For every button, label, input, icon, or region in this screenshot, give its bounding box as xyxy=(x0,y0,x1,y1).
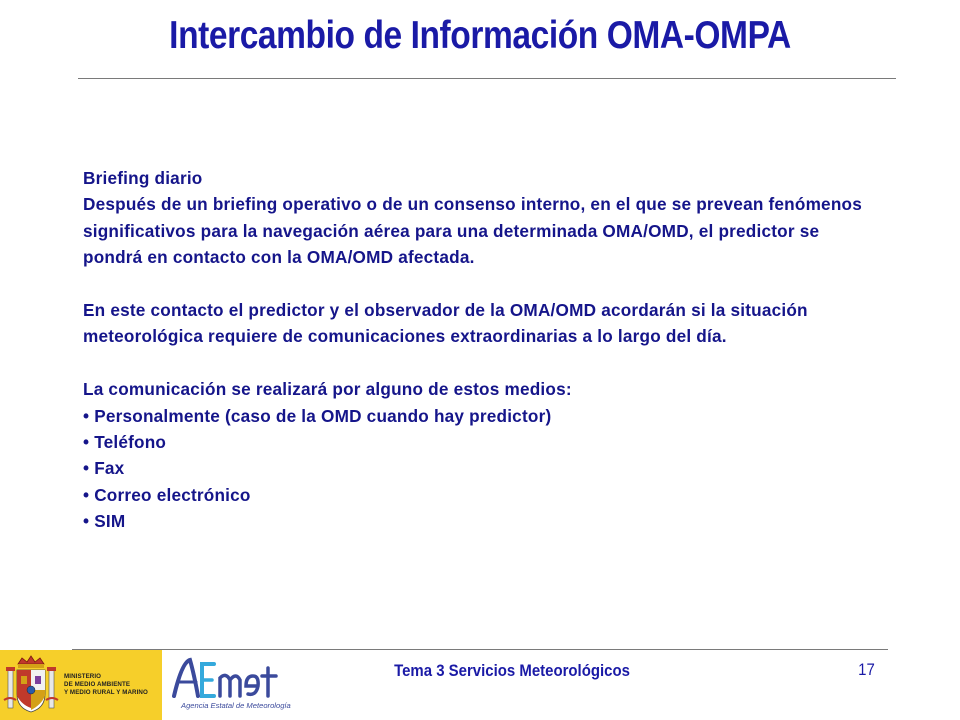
list-item: • Correo electrónico xyxy=(83,484,251,505)
title-divider xyxy=(78,78,896,79)
ministry-line: DE MEDIO AMBIENTE xyxy=(64,680,131,688)
spacer xyxy=(83,271,883,297)
slide-title: Intercambio de Información OMA-OMPA xyxy=(169,14,791,57)
list-item: • Fax xyxy=(83,458,125,479)
list-item: • Personalmente (caso de la OMD cuando hay predictor) xyxy=(83,405,552,426)
list-item: • SIM xyxy=(83,511,126,532)
ministry-line: MINISTERIO xyxy=(64,673,102,680)
body-paragraph-2: En este contacto el predictor y el observador de la OMA/OMD acordarán si la situación meteorológica requiere de comunicaciones extraordinarias a lo largo del día. xyxy=(83,300,808,347)
ministry-line: Y MEDIO RURAL Y MARINO xyxy=(64,688,148,696)
body-heading: Briefing diario xyxy=(83,168,203,188)
slide-body xyxy=(83,165,883,535)
footer-course: Tema 3 Servicios Meteorológicos xyxy=(394,661,630,680)
footer-divider xyxy=(72,649,888,650)
spacer xyxy=(83,350,883,376)
coat-of-arms-icon xyxy=(0,650,62,720)
body-paragraph-1: Después de un briefing operativo o de un consenso interno, en el que se prevean fenómenos significativos para la navegación aérea para una determinada OMA/OMD, el predictor se pondrá en contacto con la OMA/OMD afectada. xyxy=(83,194,862,268)
list-intro: La comunicación se realizará por alguno de estos medios: xyxy=(83,379,572,400)
aemet-subtitle: Agencia Estatal de Meteorología xyxy=(181,701,291,710)
list-item: • Teléfono xyxy=(83,432,167,453)
page-number: 17 xyxy=(858,660,875,679)
